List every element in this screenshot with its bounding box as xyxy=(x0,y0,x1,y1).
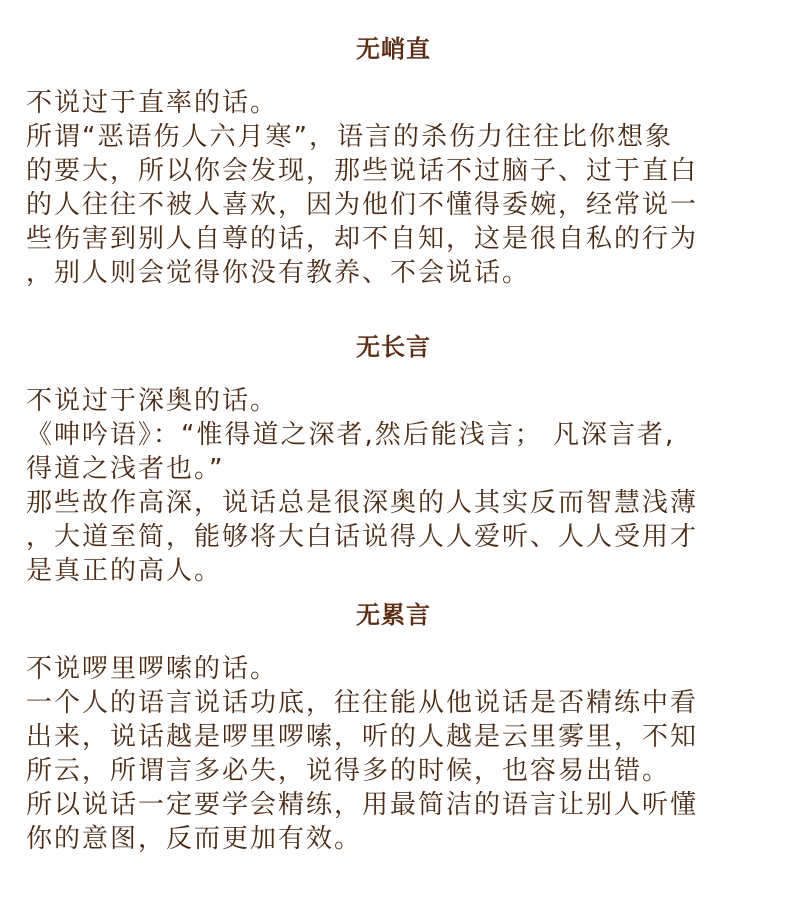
section-title-wuleiyan: 无累言 xyxy=(356,601,431,629)
section-1-summary: 不说过于直率的话。 xyxy=(26,88,279,118)
section-1-body: 所谓“恶语伤人六月寒”，语言的杀伤力往往比你想象 的要大，所以你会发现，那些说话不过脑子、过于直白 的人往往不被人喜欢，因为他们不懂得委婉，经常说一 些伤害到别人自尊的话，却不自知，这是很自私的行为 ，别人则会觉得你没有教养、不会说话。 xyxy=(26,122,699,288)
section-title-wuchangyan: 无长言 xyxy=(356,333,431,361)
section-3-body: 一个人的语言说话功底，往往能从他说话是否精练中看 出来，说话越是啰里啰嗦，听的人越是云里雾里，不知 所云，所谓言多必失，说得多的时候，也容易出错。 xyxy=(26,688,699,786)
section-2-body: 那些故作高深，说话总是很深奥的人其实反而智慧浅薄 ，大道至简，能够将大白话说得人人爱听、人人受用才 是真正的高人。 xyxy=(26,488,699,586)
section-3-conclusion: 所以说话一定要学会精练，用最简洁的语言让别人听懂 你的意图，反而更加有效。 xyxy=(26,790,699,854)
section-title-wuqiaozhi: 无峭直 xyxy=(356,35,431,63)
section-3-summary: 不说啰里啰嗦的话。 xyxy=(26,654,279,684)
section-2-quote: 《呻吟语》：“惟得道之深者,然后能浅言； 凡深言者, 得道之浅者也。” xyxy=(26,420,676,484)
section-2-summary: 不说过于深奥的话。 xyxy=(26,386,279,416)
